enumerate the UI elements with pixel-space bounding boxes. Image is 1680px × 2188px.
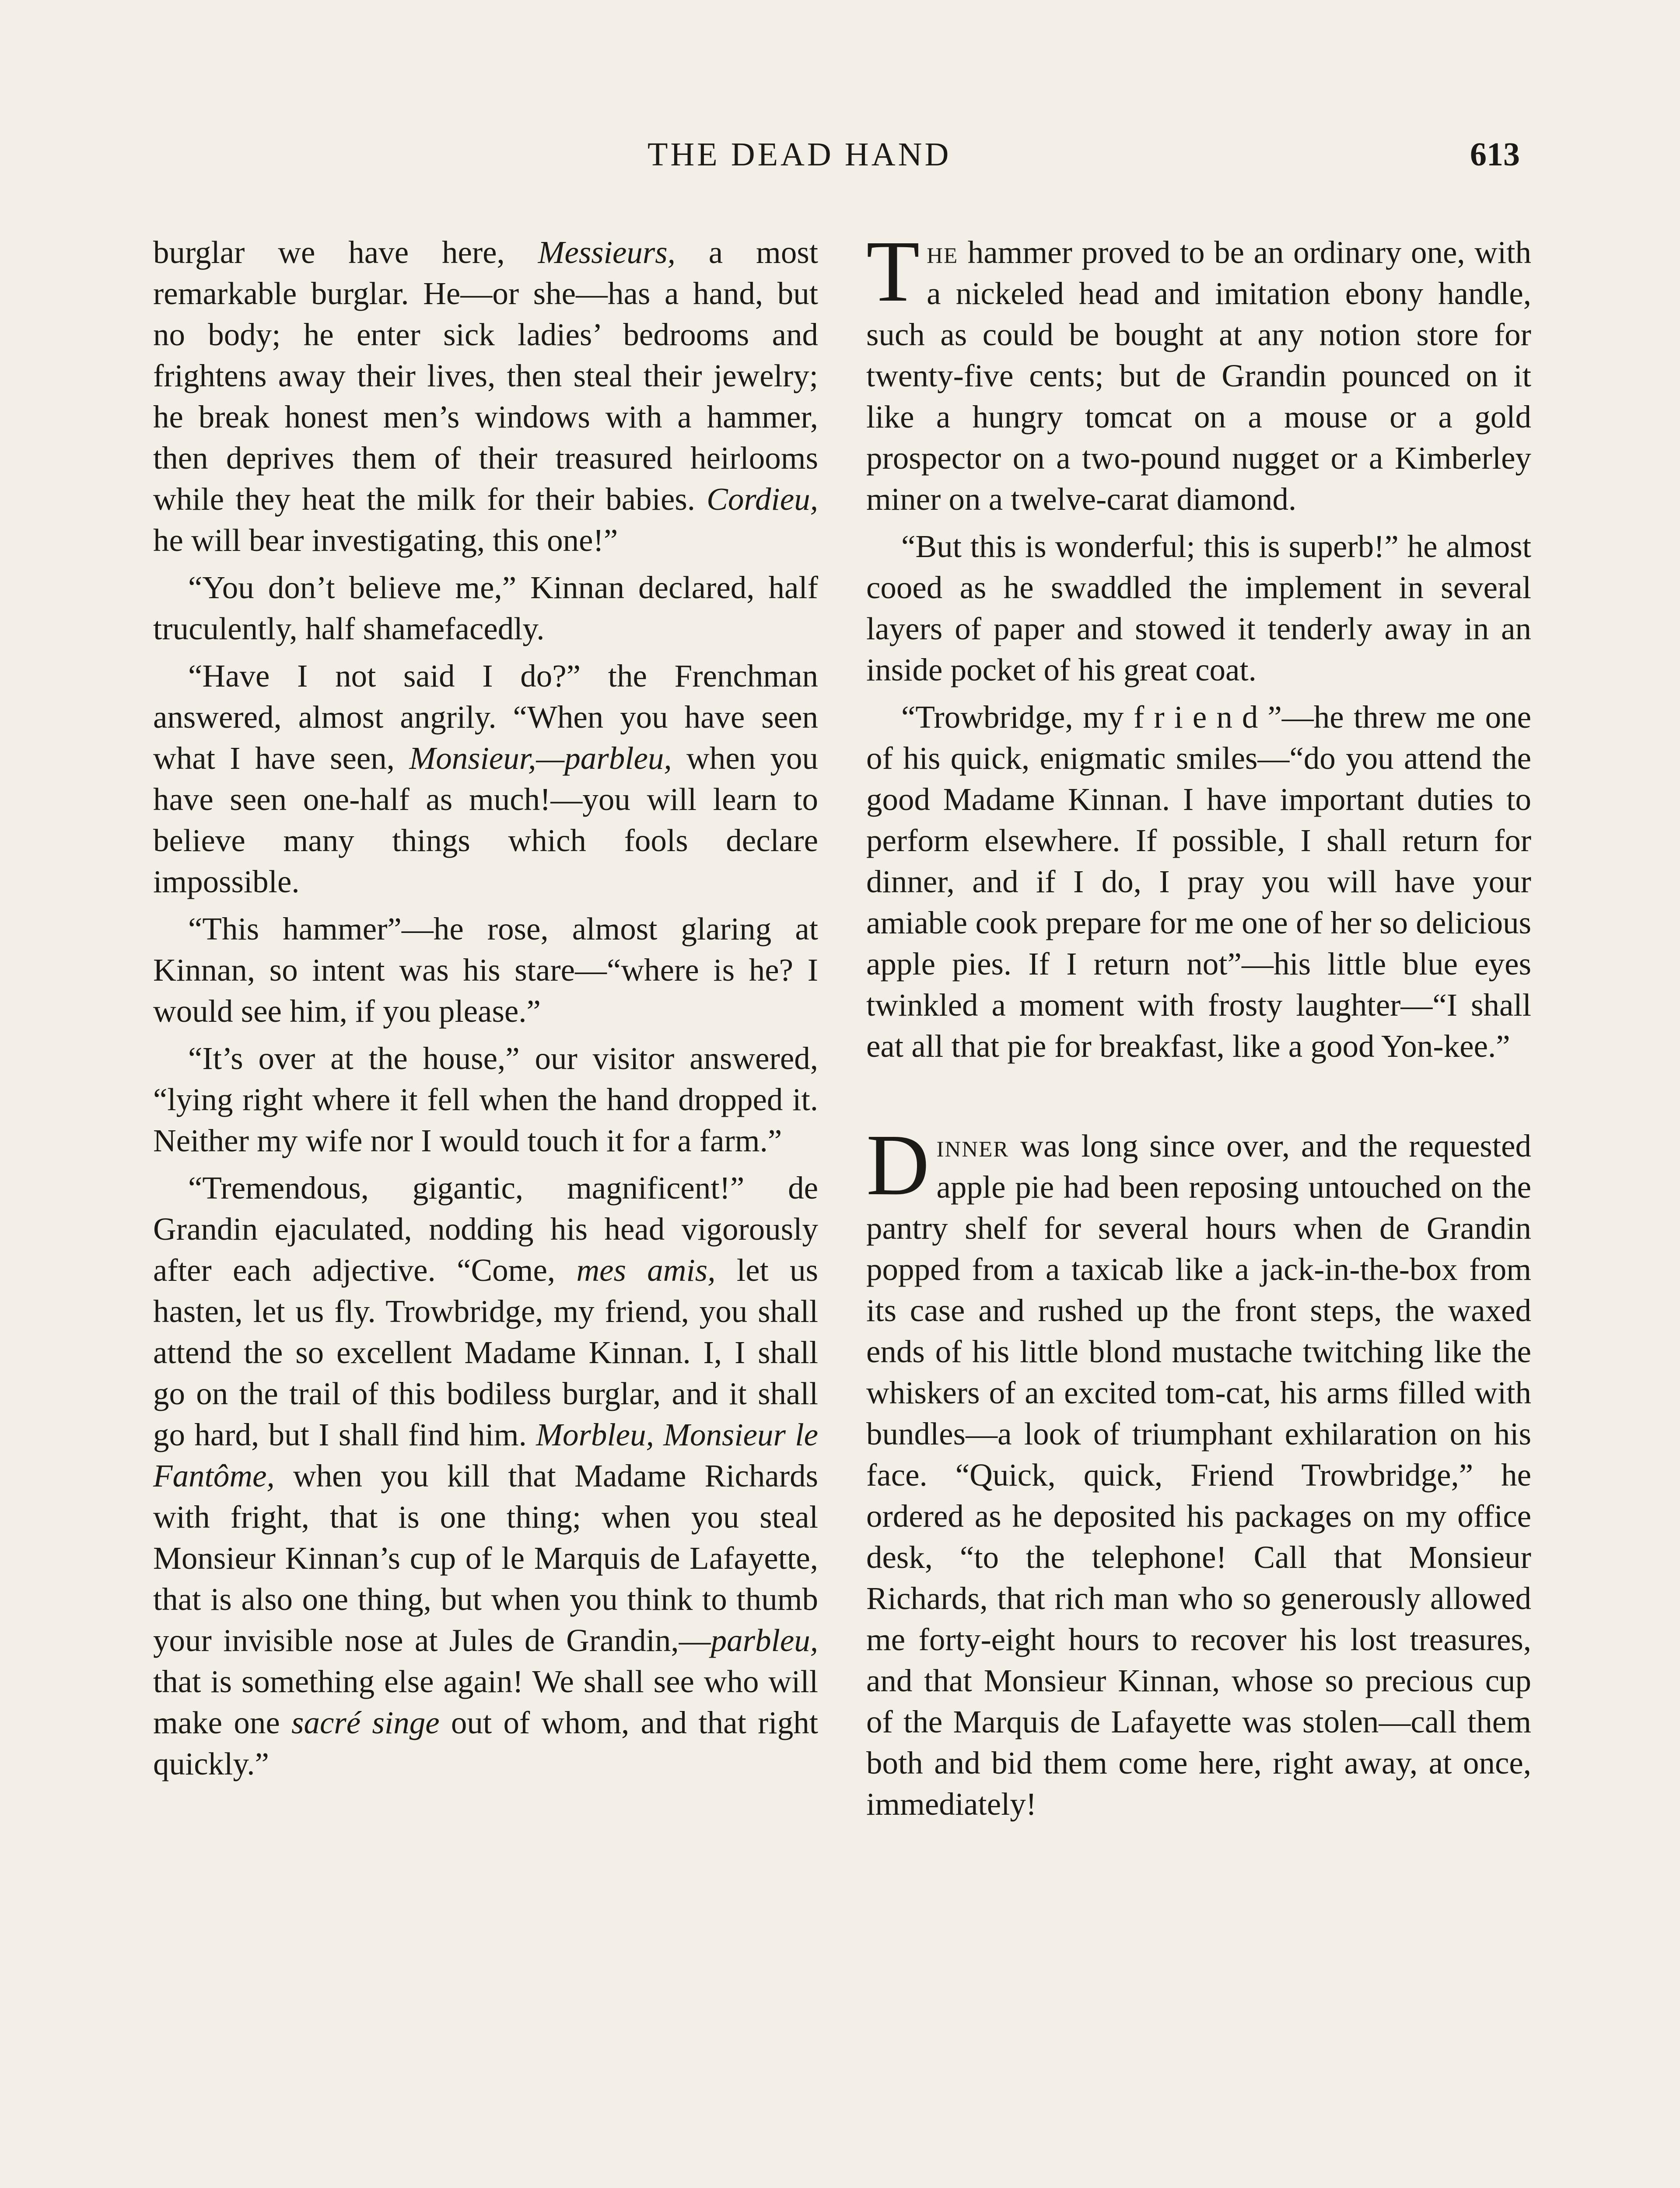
- section-break: [866, 1073, 1531, 1126]
- left-column: [153, 232, 818, 1791]
- right-column: [866, 223, 1531, 1831]
- running-title: THE DEAD HAND: [648, 136, 952, 173]
- paragraph: “It’s over at the house,” our visitor answered, “lying right where it fell when the hand dropped it. Neither my wife nor I would touch it for a farm.”: [153, 1041, 818, 1158]
- paragraph: “This hammer”—he rose, almost glaring at Kinnan, so intent was his stare—“where is he? I would see him, if you please.”: [153, 911, 818, 1029]
- paragraph: burglar we have here, Messieurs, a most remarkable burglar. He—or she—has a hand, but no body; he enter sick ladies’ bedrooms and frightens away their lives, then steal their jewelry; he break honest men’s windows with a hammer, then deprives them of their treasured heirlooms while they heat the milk for their babies. Cordieu, he will bear investigating, this one!”: [153, 235, 819, 558]
- paragraph: “But this is wonderful; this is superb!” he almost cooed as he swaddled the implement in several layers of paper and stowed it tenderly away in an inside pocket of his great coat.: [866, 529, 1531, 687]
- paragraph: “You don’t believe me,” Kinnan declared, half truculently, half shamefacedly.: [153, 570, 818, 646]
- drop-cap: T: [866, 223, 920, 320]
- running-head: [0, 131, 1680, 184]
- page-number: 613: [1470, 136, 1520, 173]
- paragraph: The hammer proved to be an ordinary one, with a nickeled head and imitation ebony handle, such as could be bought at any notion store for twenty-five cents; but de Grandin pounced on it like a hungry tomcat on a mouse or a gold prospector on a two-pound nugget or a Kimberley miner on a twelve-carat diamond.: [866, 223, 1531, 517]
- paragraph: Dinner was long since over, and the requested apple pie had been reposing untouched on the pantry shelf for several hours when de Grandin popped from a taxicab like a jack-in-the-box from its case and rushed up the front steps, the waxed ends of his little blond mustache twitching like the whiskers of an excited tom-cat, his arms filled with bundles—a look of triumphant exhilaration on his face. “Quick, quick, Friend Trowbridge,” he ordered as he deposited his packages on my office desk, “to the telephone! Call that Monsieur Richards, that rich man who so generously allowed me forty-eight hours to recover his lost treasures, and that Monsieur Kinnan, whose so precious cup of the Marquis de Lafayette was stolen—call them both and bid them come here, right away, at once, immediately!: [866, 1117, 1531, 1822]
- paragraph: “Trowbridge, my friend”—he threw me one of his quick, enigmatic smiles—“do you attend the good Madame Kinnan. I have important duties to perform elsewhere. If possible, I shall return for dinner, and if I do, I pray you will have your amiable cook prepare for me one of her so delicious apple pies. If I return not”—his little blue eyes twinkled a moment with frosty laughter—“I shall eat all that pie for breakfast, like a good Yon-kee.”: [866, 699, 1531, 1064]
- paragraph: “Have I not said I do?” the Frenchman answered, almost angrily. “When you have seen what I have seen, Monsieur,—parbleu, when you have seen one-half as much!—you will learn to believe many things which fools declare impossible.: [153, 658, 818, 899]
- drop-cap: D: [866, 1117, 930, 1213]
- paragraph: “Tremendous, gigantic, magnificent!” de Grandin ejaculated, nodding his head vigorously after each adjective. “Come, mes amis, let us hasten, let us fly. Trowbridge, my friend, you shall attend the so excellent Madame Kinnan. I, I shall go on the trail of this bodiless burglar, and it shall go hard, but I shall find him. Morbleu, Monsieur le Fantôme, when you kill that Madame Richards with fright, that is one thing; when you steal Monsieur Kinnan’s cup of le Marquis de Lafayette, that is also one thing, but when you think to thumb your invisible nose at Jules de Grandin,—parbleu, that is something else again! We shall see who will make one sacré singe out of whom, and that right quickly.”: [153, 1170, 818, 1781]
